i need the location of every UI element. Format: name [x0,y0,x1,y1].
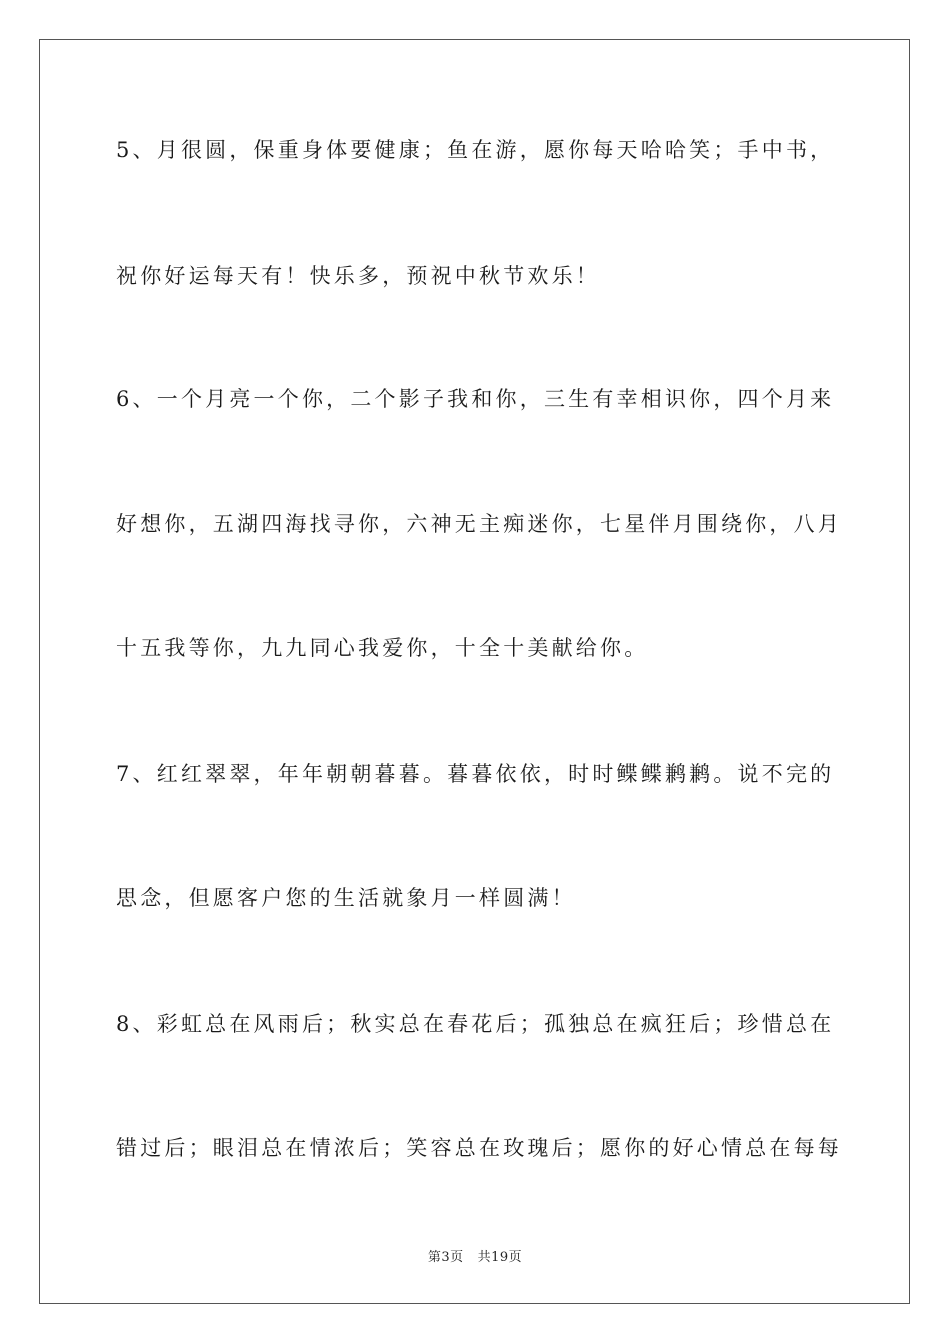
text-line-2: 祝你好运每天有！快乐多，预祝中秋节欢乐！ [116,264,600,288]
text-line-6: 7、红红翠翠，年年朝朝暮暮。暮暮依依，时时鲽鲽鹣鹣。说不完的 [116,762,835,786]
page-total: 共19页 [477,1250,523,1265]
page-footer [0,1246,950,1265]
page-border [39,39,910,1304]
text-line-4: 好想你，五湖四海找寻你，六神无主痴迷你，七星伴月围绕你，八月 [116,512,842,536]
text-line-5: 十五我等你，九九同心我爱你，十全十美献给你。 [116,636,649,660]
text-line-8: 8、彩虹总在风雨后；秋实总在春花后；孤独总在疯狂后；珍惜总在 [116,1012,835,1036]
text-line-3: 6、一个月亮一个你，二个影子我和你，三生有幸相识你，四个月来 [116,387,835,411]
text-line-1: 5、月很圆，保重身体要健康；鱼在游，愿你每天哈哈笑；手中书， [116,138,835,162]
page-number: 第3页 [427,1250,464,1265]
text-line-7: 思念，但愿客户您的生活就象月一样圆满！ [116,886,576,910]
text-line-9: 错过后；眼泪总在情浓后；笑容总在玫瑰后；愿你的好心情总在每每 [116,1136,842,1160]
